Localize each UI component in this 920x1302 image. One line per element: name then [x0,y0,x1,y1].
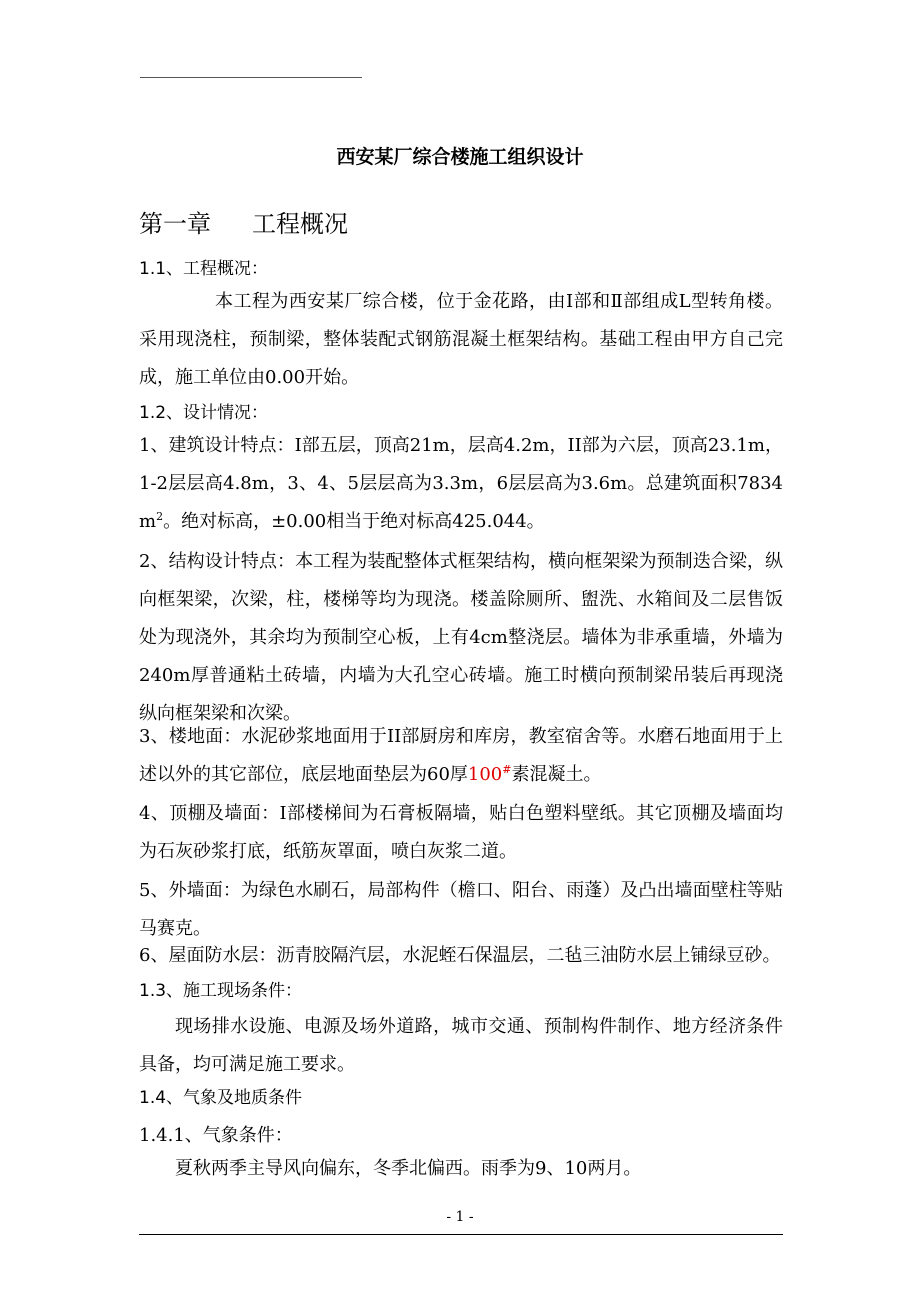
section-heading-1-4: 1.4、气象及地质条件 [139,1088,303,1108]
design-item-1-text: 1、建筑设计特点：I部五层，顶高21m，层高4.2m，II部为六层，顶高23.1m，1-2层层高4.8m，3、4、5层层高为3.3m，6层层高为3.6m。总建筑面积7834m [139,435,783,532]
design-item-3 [139,718,783,794]
page-number: - 1 - [446,1209,474,1225]
section-1-3-text: 现场排水设施、电源及场外道路，城市交通、预制构件制作、地方经济条件具备，均可满足施工要求。 [139,1016,783,1075]
section-1-1-text: 本工程为西安某厂综合楼，位于金花路，由Ⅰ部和Ⅱ部组成L型转角楼。采用现浇柱，预制梁，整体装配式钢筋混凝土框架结构。基础工程由甲方自己完成，施工单位由0.00开始。 [139,291,783,388]
section-heading-1-1: 1.1、工程概况： [139,259,269,279]
section-heading-1-4-1: 1.4.1、气象条件： [139,1125,293,1146]
concrete-grade-mark: # [502,763,512,776]
design-item-6: 6、屋面防水层：沥青胶隔汽层，水泥蛭石保温层，二毡三油防水层上铺绿豆砂。 [139,945,781,966]
design-item-1-tail: 。绝对标高，±0.00相当于绝对标高425.044。 [163,511,545,532]
section-heading-1-2: 1.2、设计情况： [139,403,269,423]
concrete-grade-value: 100 [467,764,503,785]
design-item-1 [139,427,783,541]
chapter-name: 工程概况 [252,210,348,238]
chapter-heading [139,208,348,240]
header-rule [140,77,362,78]
section-1-4-1-text: 夏秋两季主导风向偏东，冬季北偏西。雨季为9、10两月。 [175,1158,642,1179]
superscript-2: 2 [156,510,164,523]
chapter-number: 第一章 [139,210,211,238]
document-title: 西安某厂综合楼施工组织设计 [336,146,584,168]
design-item-2: 2、结构设计特点：本工程为装配整体式框架结构，横向框架梁为预制迭合梁，纵向框架梁，次梁，柱，楼梯等均为现浇。楼盖除厕所、盥洗、水箱间及二层售饭处为现浇外，其余均为预制空心板，上有4cm整浇层。墙体为非承重墙，外墙为240m厚普通粘土砖墙，内墙为大孔空心砖墙。施工时横向预制梁吊装后再现浇纵向框架梁和次梁。 [139,551,783,724]
design-item-3-tail: 素混凝土。 [511,764,602,785]
concrete-grade [468,764,512,785]
footer-rule [139,1234,783,1235]
design-item-5: 5、外墙面：为绿色水刷石，局部构件（檐口、阳台、雨蓬）及凸出墙面壁柱等贴马赛克。 [139,880,783,939]
design-item-4: 4、顶棚及墙面：I部楼梯间为石膏板隔墙，贴白色塑料壁纸。其它顶棚及墙面均为石灰砂浆打底，纸筋灰罩面，喷白灰浆二道。 [139,803,783,862]
design-item-3-text: 3、楼地面：水泥砂浆地面用于II部厨房和库房，教室宿舍等。水磨石地面用于上述以外的其它部位，底层地面垫层为60厚 [139,726,783,785]
section-heading-1-3: 1.3、施工现场条件： [139,981,303,1001]
